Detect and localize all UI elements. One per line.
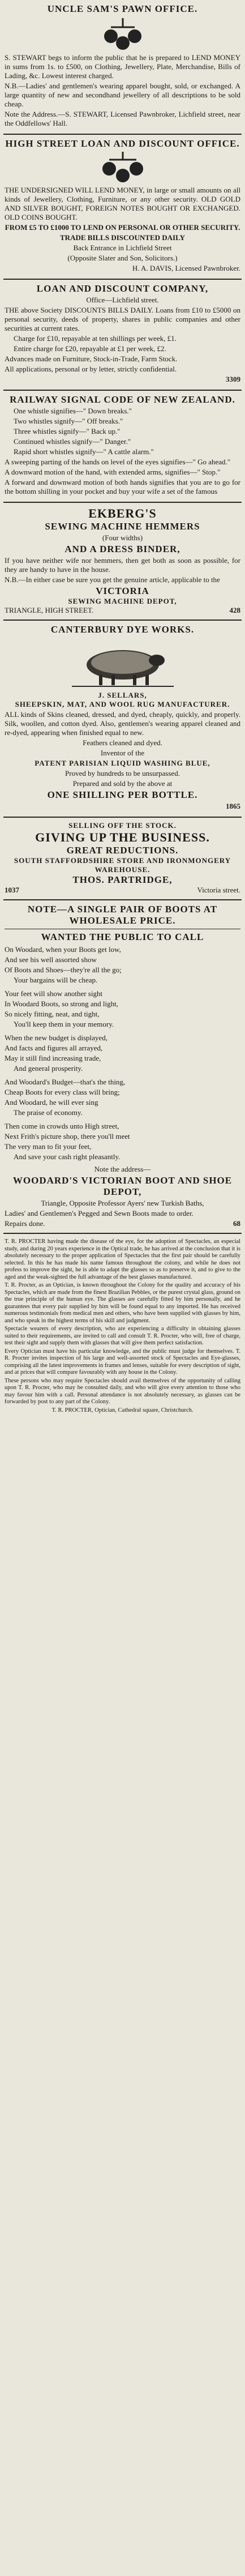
ad-number: 68 — [233, 1219, 240, 1228]
ad-canterbury-dye-works — [3, 620, 242, 817]
ad-paragraph: Every Optician must have his particular knowledge, and the public must judge for themselves. T. R. Procter invites inspection of his large and well-assorted stock of Spectacles and Eye-glasses, comprising all the latest improvements in frames and lenses, suitable for every description of sight, and at prices that will compare favourably with any house in the Colony. — [5, 1348, 240, 1375]
poem-line: In Woodard Boots, so strong and light, — [5, 999, 118, 1008]
ad-loan-discount-company — [3, 279, 242, 390]
ad-signature: T. R. PROCTER, Optician, Cathedral square, Christchurch. — [51, 1407, 194, 1413]
ad-body: ALL kinds of Skins cleaned, dressed, and dyed, cheaply, quickly, and properly. Silk, woollen, and cotton dyed. Also, gentlemen's wearing apparel cleaned and re-dyed, appearing when finished equal to new. — [5, 710, 240, 737]
signal-line: A forward and downward motion of both hands signifies that you are to go for the bottom shilling in your pocket and buy your wife a set of the famous — [5, 478, 240, 495]
ad-prepared: Prepared and sold by the above at — [72, 779, 173, 788]
poem — [5, 945, 240, 1161]
ad-patent: PATENT PARISIAN LIQUID WASHING BLUE, — [35, 759, 210, 767]
signal-line: A downward motion of the hand, with extended arms, signifies—" Stop." — [5, 468, 221, 476]
ad-title: HIGH STREET LOAN AND DISCOUNT OFFICE. — [5, 138, 240, 149]
ad-paragraph: Spectacle wearers of every description, who are experiencing a difficulty in obtaining glasses suited to their requirements, are invited to call and consult T. R. Procter, who will, free of charge, test their sight and supply them with glasses that will give them perfect satisfaction. — [5, 1326, 240, 1346]
ad-paragraph: T. R. PROCTER having made the disease of the eye, for the adoption of Spectacles, an especial study, and during 20 years experience in the Optical trade, he has arrived at the conclusion that it is absolutely necessary to the proper application of Spectacles that the first pair should be carefully selected. In this he has made his name famous throughout the colony, and while he does not profess to improve the sight, he is able to adapt the glasses so as to preserve it, and to give to the aged and the weak-sighted the full advantage of the best glasses manufactured. — [5, 1238, 240, 1280]
ad-number: 428 — [229, 606, 240, 614]
poem-line: The praise of economy. — [14, 1108, 83, 1117]
ad-body: THE UNDERSIGNED WILL LEND MONEY, in large or small amounts on all kinds of Jewellery, Clothing, Furniture, or any other security. OLD GOLD AND SILVER BOUGHT, FOREIGN NOTES BOUGHT OR EXCHANGED. OLD COINS BOUGHT. — [5, 186, 240, 221]
ad-paragraph: These persons who may require Spectacles should avail themselves of the opportunity of calling upon T. R. Procter, who may be consulted daily, and who will give every attention to those who may favour him with a call. Personal attendance is not absolutely necessary, as glasses can be forwarded by post to any part of the Colony. — [5, 1377, 240, 1405]
ad-signature: H. A. DAVIS, Licensed Pawnbroker. — [132, 264, 240, 272]
ad-opposite: (Opposite Slater and Son, Solicitors.) — [67, 254, 178, 262]
ad-note: Note the address— — [94, 1165, 151, 1173]
poem-line: Your feet will show another sight — [5, 989, 103, 998]
signal-line: One whistle signifies—" Down breaks." — [14, 407, 132, 415]
ad-name: J. SELLARS, — [98, 691, 147, 699]
ad-number: 1037 — [5, 886, 19, 894]
signal-line: Continued whistles signify—" Danger." — [14, 437, 131, 446]
signal-line: A sweeping parting of the hands on level of the eyes signifies—" Go ahead." — [5, 458, 231, 466]
ad-title: EKBERG'S — [88, 506, 157, 520]
poem-line: And Woodard's Budget—that's the thing, — [5, 1078, 126, 1086]
ad-title: RAILWAY SIGNAL CODE OF NEW ZEALAND. — [10, 394, 235, 405]
ad-title: LOAN AND DISCOUNT COMPANY, — [36, 283, 209, 294]
poem-line: Your bargains will be cheap. — [14, 976, 98, 984]
ad-giving-up: GIVING UP THE BUSINESS. — [35, 830, 210, 844]
ad-repairs: Repairs done. — [5, 1219, 45, 1228]
ad-subtitle: SEWING MACHINE HEMMERS — [45, 521, 200, 532]
ad-selling-off — [3, 817, 242, 899]
ad-body: If you have neither wife nor hemmers, then get both as soon as possible, for they are handy to have in the house. — [5, 556, 240, 574]
ad-charge-1: Charge for £10, repayable at ten shillings per week, £1. — [14, 334, 177, 343]
ad-number: 1865 — [226, 802, 240, 810]
ad-price: ONE SHILLING PER BOTTLE. — [47, 789, 198, 800]
ad-victoria: VICTORIA — [96, 586, 149, 596]
ad-railway-signal-code — [3, 390, 242, 502]
ad-wanted: WANTED THE PUBLIC TO CALL — [5, 929, 240, 943]
ad-trade-bills: TRADE BILLS DISCOUNTED DAILY — [60, 233, 185, 242]
ad-name: THOS. PARTRIDGE, — [72, 874, 173, 885]
ad-title: SELLING OFF THE STOCK. — [68, 821, 177, 830]
ad-nb: N.B.—Ladies' and gentlemen's wearing apparel bought, sold, or exchanged. A large quantity of new and secondhand jewellery of all descriptions to be sold cheap. — [5, 82, 240, 108]
signal-line: Three whistles signify—" Back up." — [14, 427, 121, 435]
ad-paragraph: T. R. Procter, as an Optician, is known throughout the Colony for the quality and accuracy of his Spectacles, which are made from the finest Brazilian Pebbles, or the purest crystal glass, ground on the true principle of the human eye. The glasses are carefully fitted by him personally, and he guarantees that every pair supplied by him will be found equal to any imported. He has received numerous testimonials from medical men and others, who have been supplied with glasses by him, and who speak in the highest terms of his skill and judgment. — [5, 1282, 240, 1324]
poem-line: And Woodard, he will ever sing — [5, 1098, 98, 1107]
ad-depot: WOODARD'S VICTORIAN BOOT AND SHOE DEPOT, — [12, 1175, 233, 1197]
ad-ladies: Ladies' and Gentlemen's Pegged and Sewn Boots made to order. — [5, 1209, 194, 1217]
ad-body: S. STEWART begs to inform the public that he is prepared to LEND MONEY in sums from 1s. to £500, on Clothing, Jewellery, Plate, Merchandise, Bills of Lading, &c. Lowest interest charged. — [5, 53, 240, 80]
poem-line: Then come in crowds unto High street, — [5, 1122, 119, 1130]
poem-line: And facts and figures all arrayed, — [5, 1044, 103, 1052]
ad-inventor: Inventor of the — [100, 749, 145, 757]
poem-line: Next Frith's picture shop, there you'll meet — [5, 1132, 130, 1140]
ad-street: Victoria street. — [197, 886, 240, 894]
ad-nb: N.B.—In either case be sure you get the genuine article, applicable to the — [5, 575, 220, 584]
poem-line: And save your cash right pleasantly. — [14, 1152, 121, 1161]
sheep-icon — [66, 638, 179, 689]
ad-depot: SEWING MACHINE DEPOT, — [68, 597, 177, 605]
ad-proved: Proved by hundreds to be unsurpassed. — [65, 769, 180, 778]
ad-title: NOTE—A SINGLE PAIR OF BOOTS AT WHOLESALE PRICE. — [27, 904, 218, 926]
ad-feathers: Feathers cleaned and dyed. — [83, 738, 162, 747]
ad-address: Note the Address.—S. STEWART, Licensed Pawnbroker, Lichfield street, near the Oddfellows' Hall. — [5, 110, 240, 127]
ad-uncle-sams-pawn — [3, 0, 242, 134]
signal-line: Two whistles signify—" Off breaks." — [14, 417, 123, 425]
ad-store: SOUTH STAFFORDSHIRE STORE AND IRONMONGERY WAREHOUSE. — [14, 856, 231, 874]
ad-number: 3309 — [226, 375, 240, 383]
ad-high-street-loan — [3, 134, 242, 279]
ad-charge-2: Entire charge for £20, repayable at £1 per week, £2. — [14, 344, 166, 353]
signal-line: Rapid short whistles signify—" A cattle alarm." — [14, 447, 154, 456]
ad-dress-binder: AND A DRESS BINDER, — [65, 544, 180, 554]
pawn-balls-icon — [100, 152, 145, 183]
poem-line: The very man to fit your feet, — [5, 1142, 92, 1151]
ad-four-widths: (Four widths) — [102, 533, 143, 542]
ad-office: Office—Lichfield street. — [86, 296, 159, 304]
ad-triangle: Triangle, Opposite Professor Ayers' new Turkish Baths, — [41, 1199, 204, 1207]
ad-loans: FROM £5 TO £1000 TO LEND ON PERSONAL OR OTHER SECURITY. — [5, 223, 240, 232]
poem-line: So nicely fitting, neat, and tight, — [5, 1010, 100, 1018]
ad-woodard-boots — [3, 899, 242, 1233]
ad-advances: Advances made on Furniture, Stock-in-Trade, Farm Stock. — [5, 354, 178, 363]
ad-back-entrance: Back Entrance in Lichfield Street — [73, 243, 172, 252]
poem-line: Cheap Boots for every class will bring; — [5, 1088, 120, 1096]
poem-line: And general prosperity. — [14, 1064, 83, 1073]
poem-line: When the new budget is displayed, — [5, 1033, 108, 1042]
poem-line: Of Boots and Shoes—they're all the go; — [5, 966, 122, 974]
ad-title: CANTERBURY DYE WORKS. — [50, 624, 195, 635]
ad-applications: All applications, personal or by letter, strictly confidential. — [5, 365, 177, 373]
ad-great-reductions: GREAT REDUCTIONS. — [66, 845, 179, 856]
poem-line: You'll keep them in your memory. — [14, 1020, 114, 1028]
poem-line: May it still find increasing trade, — [5, 1054, 101, 1062]
ad-title: UNCLE SAM'S PAWN OFFICE. — [47, 3, 198, 14]
ad-trade: SHEEPSKIN, MAT, AND WOOL RUG MANUFACTURER. — [15, 700, 230, 708]
newspaper-column — [3, 0, 242, 1420]
pawn-balls-icon — [103, 17, 143, 51]
ad-ekberg-hemmers — [3, 502, 242, 620]
ad-body: THE above Society DISCOUNTS BILLS DAILY. Loans from £10 to £5000 on personal security, deeds of property, shares in public companies and other securities at current rates. — [5, 306, 240, 332]
poem-line: And see his well assorted show — [5, 955, 97, 964]
ad-triangle: TRIANGLE, HIGH STREET. — [5, 606, 94, 614]
ad-procter-optician — [3, 1233, 242, 1420]
poem-line: On Woodard, when your Boots get low, — [5, 945, 121, 954]
